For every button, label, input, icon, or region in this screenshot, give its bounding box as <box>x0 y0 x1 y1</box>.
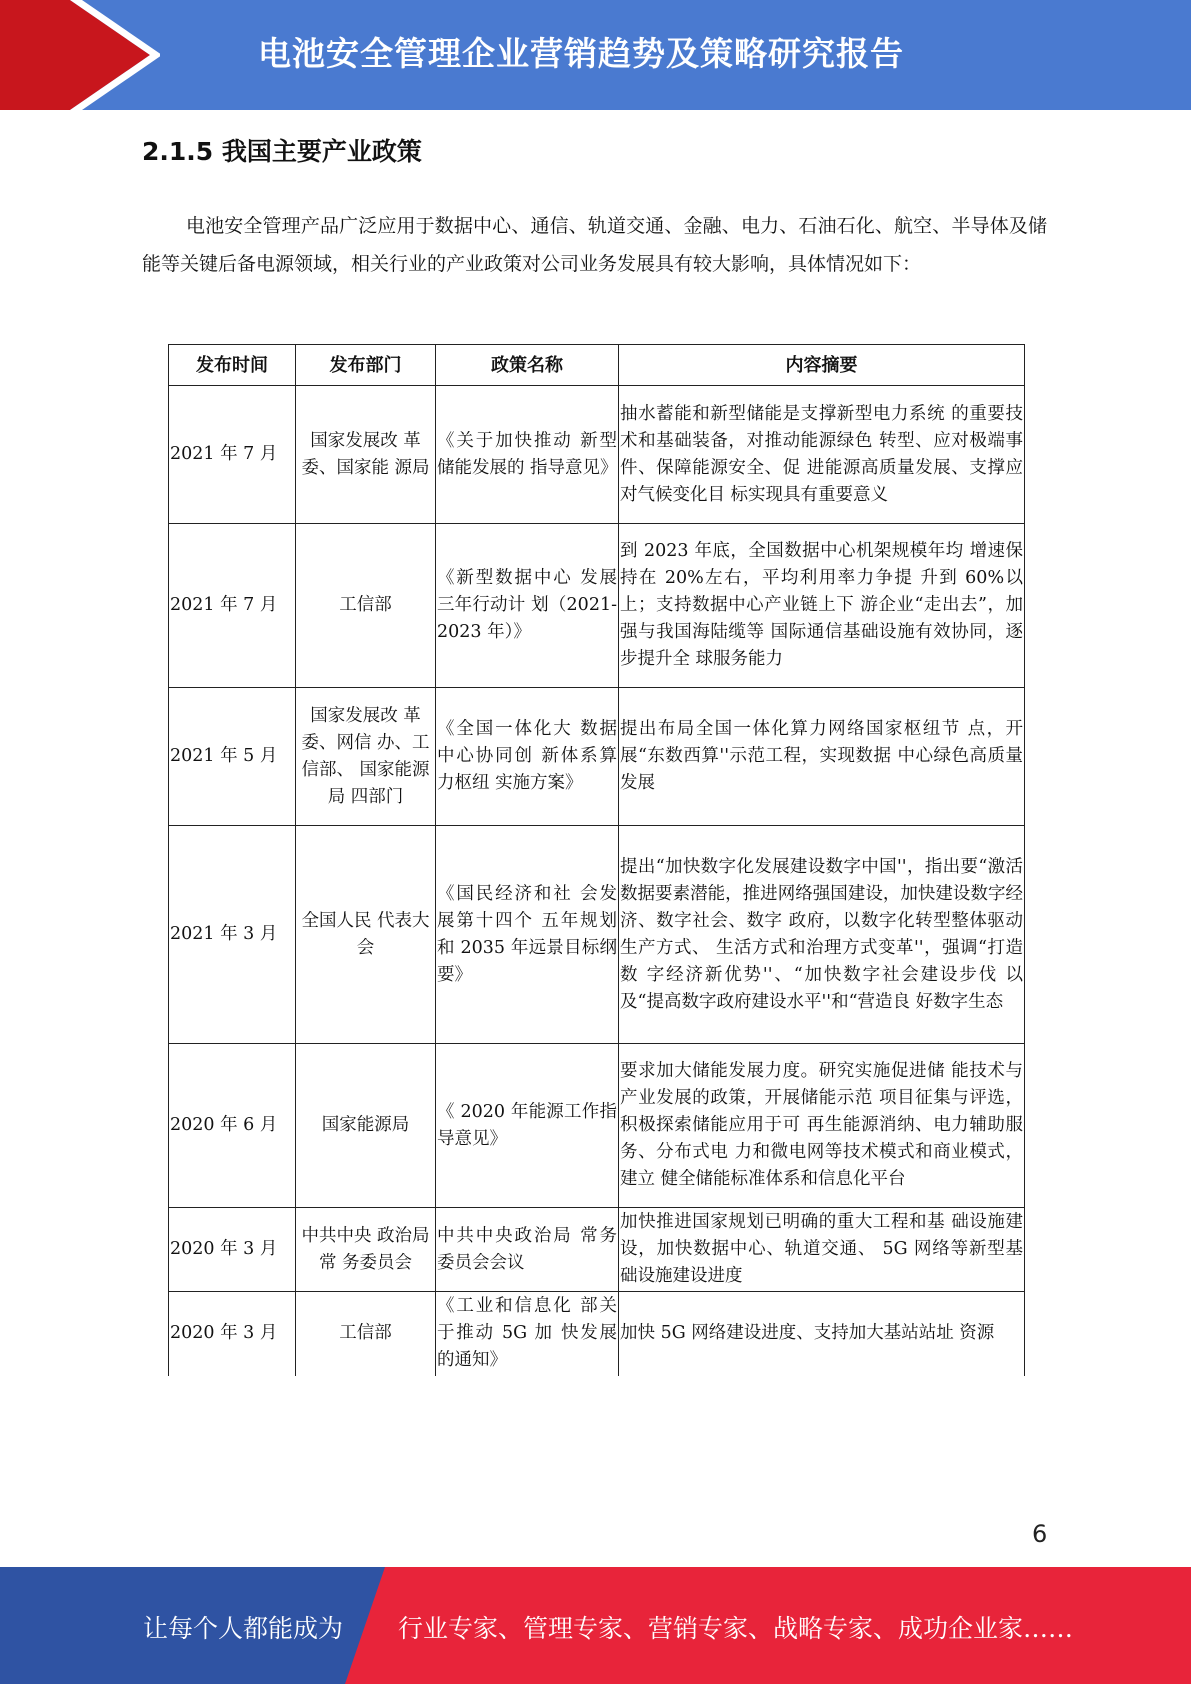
header-red-arrow <box>0 0 150 110</box>
cell-dept: 中共中央 政治局常 务委员会 <box>296 1208 436 1292</box>
header-date: 发布时间 <box>169 345 296 386</box>
cell-policy-name: 《国民经济和社 会发展第十四个 五年规划和 2035 年远景目标纲要》 <box>436 826 619 1044</box>
cell-policy-name: 《 2020 年能源工作指导意见》 <box>436 1044 619 1208</box>
cell-date: 2020 年 3 月 <box>169 1208 296 1292</box>
cell-policy-name: 中共中央政治局 常务委员会会议 <box>436 1208 619 1292</box>
table-row <box>169 524 1025 688</box>
cell-date: 2021 年 7 月 <box>169 386 296 524</box>
policy-table <box>168 344 1025 1376</box>
cell-date: 2021 年 7 月 <box>169 524 296 688</box>
table-row <box>169 1292 1025 1376</box>
cell-summary: 加快 5G 网络建设进度、支持加大基站站址 资源 <box>619 1292 1025 1376</box>
cell-summary: 加快推进国家规划已明确的重大工程和基 础设施建设，加快数据中心、轨道交通、 5G 网络等新型基础设施建设进度 <box>619 1208 1025 1292</box>
header-banner <box>0 0 1191 110</box>
intro-paragraph: 电池安全管理产品广泛应用于数据中心、通信、轨道交通、金融、电力、石油石化、航空、半导体及储能等关键后备电源领域，相关行业的产业政策对公司业务发展具有较大影响，具体情况如下： <box>142 215 1047 275</box>
footer-slogan-left: 让每个人都能成为 <box>143 1614 344 1643</box>
cell-policy-name: 《新型数据中心 发展三年行动计 划（2021-2023 年）》 <box>436 524 619 688</box>
cell-policy-name: 《关于加快推动 新型储能发展的 指导意见》 <box>436 386 619 524</box>
table-header-row <box>169 345 1025 386</box>
table-row <box>169 826 1025 1044</box>
cell-summary: 提出布局全国一体化算力网络国家枢纽节 点，开展“东数西算''示范工程，实现数据 中心绿色高质量发展 <box>619 688 1025 826</box>
footer-slogan-right: 行业专家、管理专家、营销专家、战略专家、成功企业家…… <box>398 1614 1074 1643</box>
cell-summary: 提出“加快数字化发展建设数字中国''，指出要“激活数据要素潜能，推进网络强国建设，加快建设数字经济、数字社会、数字 政府，以数字化转型整体驱动生产方式、 生活方式和治理方式变革''，强调“打造数 字经济新优势''、“加快数字社会建设步伐 以及“提高数字政府建设水平''和“营造良 好数字生态 <box>619 826 1025 1044</box>
footer-banner <box>0 1567 1191 1684</box>
cell-summary: 要求加大储能发展力度。研究实施促进储 能技术与产业发展的政策，开展储能示范 项目征集与评选，积极探索储能应用于可 再生能源消纳、电力辅助服务、分布式电 力和微电网等技术模式和商业模式，建立 健全储能标准体系和信息化平台 <box>619 1044 1025 1208</box>
cell-summary: 到 2023 年底，全国数据中心机架规模年均 增速保持在 20%左右，平均利用率力争提 升到 60%以上；支持数据中心产业链上下 游企业“走出去”，加强与我国海陆缆等 国际通信基础设施有效协同，逐步提升全 球服务能力 <box>619 524 1025 688</box>
table-row <box>169 1044 1025 1208</box>
section-heading: 2.1.5 我国主要产业政策 <box>142 137 422 166</box>
cell-date: 2020 年 6 月 <box>169 1044 296 1208</box>
header-dept: 发布部门 <box>296 345 436 386</box>
cell-dept: 国家能源局 <box>296 1044 436 1208</box>
table-row <box>169 688 1025 826</box>
header-summary: 内容摘要 <box>619 345 1025 386</box>
table-row <box>169 386 1025 524</box>
cell-dept: 国家发展改 革委、网信 办、工信部、 国家能源局 四部门 <box>296 688 436 826</box>
cell-date: 2021 年 3 月 <box>169 826 296 1044</box>
cell-policy-name: 《工业和信息化 部关于推动 5G 加 快发展的通知》 <box>436 1292 619 1376</box>
cell-policy-name: 《全国一体化大 数据中心协同创 新体系算力枢纽 实施方案》 <box>436 688 619 826</box>
cell-dept: 工信部 <box>296 1292 436 1376</box>
report-title: 电池安全管理企业营销趋势及策略研究报告 <box>258 34 904 73</box>
table-row <box>169 1208 1025 1292</box>
cell-dept: 全国人民 代表大会 <box>296 826 436 1044</box>
cell-date: 2020 年 3 月 <box>169 1292 296 1376</box>
cell-dept: 工信部 <box>296 524 436 688</box>
header-name: 政策名称 <box>436 345 619 386</box>
cell-date: 2021 年 5 月 <box>169 688 296 826</box>
cell-dept: 国家发展改 革委、国家能 源局 <box>296 386 436 524</box>
page-number: 6 <box>1032 1520 1048 1548</box>
cell-summary: 抽水蓄能和新型储能是支撑新型电力系统 的重要技术和基础装备，对推动能源绿色 转型、应对极端事件、保障能源安全、促 进能源高质量发展、支撑应对气候变化目 标实现具有重要意义 <box>619 386 1025 524</box>
